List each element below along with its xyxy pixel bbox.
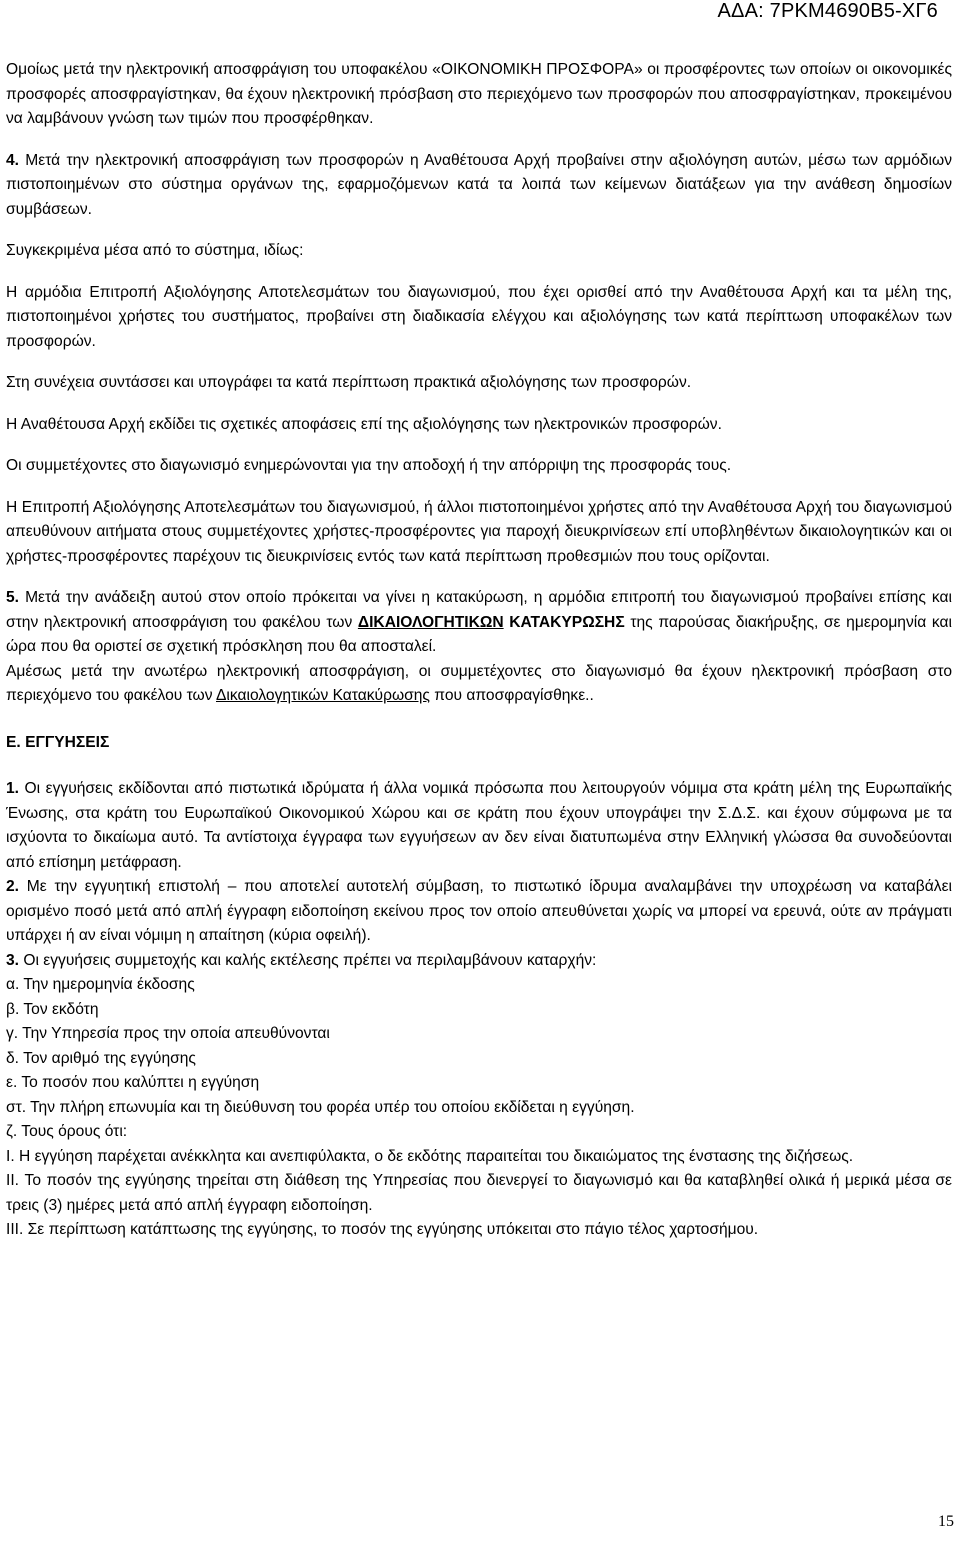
paragraph-number: 1. xyxy=(6,780,20,797)
list-item: δ. Τον αριθμό της εγγύησης xyxy=(6,1049,196,1067)
paragraph-text: Αμέσως μετά την ανωτέρω ηλεκτρονική αποσφράγιση, οι συμμετέχοντες στο διαγωνισμό θα έχουν ηλεκτρονική πρόσβαση στο περιεχόμενο του φακέλου των xyxy=(6,662,952,704)
paragraph-minutes: Στη συνέχεια συντάσσει και υπογράφει τα κατά περίπτωση πρακτικά αξιολόγησης των προσφορών. xyxy=(6,374,692,391)
guarantee-2 xyxy=(6,875,952,949)
paragraph-decisions: Η Αναθέτουσα Αρχή εκδίδει τις σχετικές αποφάσεις επί της αξιολόγησης των ηλεκτρονικών προσφορών. xyxy=(6,415,722,433)
list-item: ζ. Τους όρους ότι: xyxy=(6,1123,128,1140)
paragraph-text: που αποσφραγίσθηκε.. xyxy=(429,687,594,704)
document-body xyxy=(6,58,952,1243)
paragraph-text: Οι εγγυήσεις εκδίδονται από πιστωτικά ιδρύματα ή άλλα νομικά πρόσωπα που λειτουργούν νόμιμα στα κράτη μέλη της Ευρωπαϊκής Ένωσης, στα κράτη του Ευρωπαϊκού Οικονομικού Χώρου και σε κράτη που έχουν υπογράψει την Σ.Δ.Σ. και έχουν σύμφωνα με τα ισχύοντα το δικαίωμα αυτό. Τα αντίστοιχα έγγραφα των εγγυήσεων αν δεν είναι διατυπωμένα στην Ελληνική γλώσσα θα συνοδεύονται από επίσημη μετάφραση. xyxy=(6,780,952,871)
guarantee-3 xyxy=(6,949,952,974)
paragraph-financial-offer: Ομοίως μετά την ηλεκτρονική αποσφράγιση του υποφακέλου «ΟΙΚΟΝΟΜΙΚΗ ΠΡΟΣΦΟΡΑ» οι προσφέροντες των οποίων οι οικονομικές προσφορές αποσφραγίστηκαν, θα έχουν ηλεκτρονική πρόσβαση στο περιεχόμενο των προσφορών που αποσφραγίστηκαν, προκειμένου να λαμβάνουν γνώση των τιμών που προσφέρθηκαν. xyxy=(6,61,952,127)
paragraph-text: Με την εγγυητική επιστολή – που αποτελεί αυτοτελή σύμβαση, το πιστωτικό ίδρυμα αναλαμβάνει την υποχρέωση να καταβάλει ορισμένο ποσό μετά από απλή έγγραφη ειδοποίηση εκείνου προς τον οποίο απευθύνεται χωρίς να μπορεί να ερευνά, ούτε αν πράγματι υπάρχει ή αν είναι νόμιμη η απαίτηση (κύρια οφειλή). xyxy=(6,878,952,944)
paragraph-text: της παρούσας διακήρυξης, σε ημερομηνία και ώρα που θα οριστεί σε σχετική πρόσκληση που θα αποσταλεί. xyxy=(6,613,952,655)
underlined-term: Δικαιολογητικών Κατακύρωσης xyxy=(216,687,430,704)
paragraph-5 xyxy=(6,586,952,660)
ada-code: ΑΔΑ: 7ΡΚΜ4690Β5-ΧΓ6 xyxy=(717,0,938,22)
list-item: III. Σε περίπτωση κατάπτωσης της εγγύησης, το ποσόν της εγγύησης υπόκειται στο πάγιο τέλος χαρτοσήμου. xyxy=(6,1221,759,1238)
bold-term: ΚΑΤΑΚΥΡΩΣΗΣ xyxy=(509,613,625,631)
section-heading: Ε. ΕΓΓΥΗΣΕΙΣ xyxy=(6,733,110,751)
paragraph-number: 3. xyxy=(6,951,20,969)
paragraph-specifically: Συγκεκριμένα μέσα από το σύστημα, ιδίως: xyxy=(6,242,304,259)
list-item: II. Το ποσόν της εγγύησης τηρείται στη διάθεση της Υπηρεσίας που διενεργεί το διαγωνισμό και θα καταβληθεί ολικά ή μερικά μέσα σε τρεις (3) ημέρες μετά από απλή έγγραφη ειδοποίηση. xyxy=(6,1172,952,1214)
paragraph-number: 2. xyxy=(6,878,20,895)
paragraph-notification: Οι συμμετέχοντες στο διαγωνισμό ενημερώνονται για την αποδοχή ή την απόρριψη της προσφοράς τους. xyxy=(6,457,732,474)
paragraph-text: Οι εγγυήσεις συμμετοχής και καλής εκτέλεσης πρέπει να περιλαμβάνουν καταρχήν: xyxy=(19,951,597,969)
paragraph-4 xyxy=(6,149,952,223)
list-item: I. Η εγγύηση παρέχεται ανέκκλητα και ανεπιφύλακτα, ο δε εκδότης παραιτείται του δικαιώματος της ένστασης της διζήσεως. xyxy=(6,1147,854,1165)
page-number: 15 xyxy=(938,1513,954,1530)
paragraph-access xyxy=(6,660,952,709)
paragraph-clarifications: Η Επιτροπή Αξιολόγησης Αποτελεσμάτων του διαγωνισμού, ή άλλοι πιστοποιημένοι χρήστες από την Αναθέτουσα Αρχή του διαγωνισμού απευθύνουν αιτήματα στους συμμετέχοντες χρήστες-προσφέροντες για παροχή διευκρινίσεων επί υποβληθέντων δικαιολογητικών και οι χρήστες-προσφέροντες παρέχουν τις διευκρινίσεις εντός των κατά περίπτωση προθεσμιών που τους ορίζονται. xyxy=(6,498,952,565)
list-item: στ. Την πλήρη επωνυμία και τη διεύθυνση του φορέα υπέρ του οποίου εκδίδεται η εγγύηση. xyxy=(6,1098,635,1116)
list-item: ε. Το ποσόν που καλύπτει η εγγύηση xyxy=(6,1074,260,1091)
paragraph-text: Μετά την ηλεκτρονική αποσφράγιση των προσφορών η Αναθέτουσα Αρχή προβαίνει στην αξιολόγηση αυτών, μέσω των αρμόδιων πιστοποιημένων στο σύστημα οργάνων της, εφαρμοζόμενων κατά τα λοιπά των κείμενων διατάξεων για την ανάθεση δημοσίων συμβάσεων. xyxy=(6,151,952,218)
paragraph-text: Μετά την ανάδειξη αυτού στον οποίο πρόκειται να γίνει η κατακύρωση, η αρμόδια επιτροπή του διαγωνισμού προβαίνει επίσης και στην ηλεκτρονική αποσφράγιση του φακέλου των xyxy=(6,589,952,631)
list-item: γ. Την Υπηρεσία προς την οποία απευθύνονται xyxy=(6,1025,330,1042)
paragraph-number: 4. xyxy=(6,151,20,169)
guarantee-1 xyxy=(6,777,952,875)
list-item: α. Την ημερομηνία έκδοσης xyxy=(6,976,195,993)
bold-underlined-term: ΔΙΚΑΙΟΛΟΓΗΤΙΚΩΝ xyxy=(357,613,504,631)
list-item: β. Τον εκδότη xyxy=(6,1000,99,1018)
paragraph-committee: Η αρμόδια Επιτροπή Αξιολόγησης Αποτελεσμάτων του διαγωνισμού, που έχει ορισθεί από την Αναθέτουσα Αρχή και τα μέλη της, πιστοποιημένοι χρήστες του συστήματος, προβαίνει στη διαδικασία ελέγχου και αξιολόγησης των κατά περίπτωση υποφακέλων των προσφορών. xyxy=(6,283,952,350)
paragraph-number: 5. xyxy=(6,589,20,606)
